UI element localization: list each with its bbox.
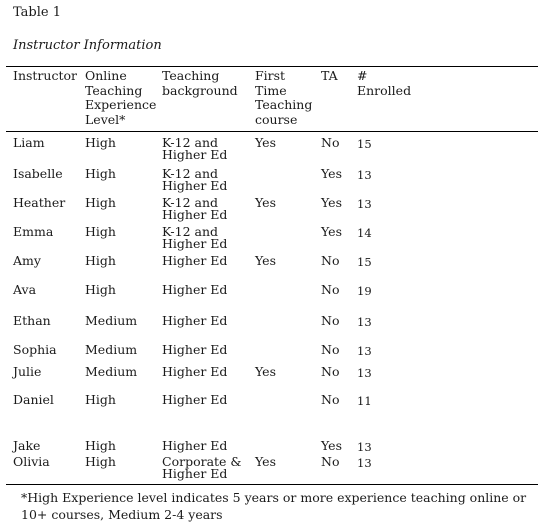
cell-level: High: [85, 135, 116, 150]
column-header-line: Level*: [85, 111, 126, 127]
cell-line: K-12 and: [162, 135, 219, 150]
cell-enrolled: 13: [357, 344, 372, 358]
cell-instructor: Amy: [13, 253, 41, 268]
cell-first-time: Yes: [255, 454, 276, 469]
cell-level: High: [85, 166, 116, 181]
column-header-line: Enrolled: [357, 82, 412, 98]
cell-level: Medium: [85, 364, 138, 379]
column-header-line: Teaching: [85, 82, 143, 98]
cell-background: [162, 315, 227, 327]
column-header-line: background: [162, 82, 238, 98]
cell-enrolled: 15: [357, 255, 372, 269]
cell-enrolled: 13: [357, 456, 372, 470]
column-header-line: Instructor: [13, 68, 77, 83]
cell-background: [162, 394, 227, 406]
cell-instructor: Olivia: [13, 454, 50, 469]
cell-level: High: [85, 253, 116, 268]
cell-line: Higher Ed: [162, 342, 228, 357]
cell-ta: No: [321, 135, 340, 150]
cell-ta: No: [321, 342, 340, 357]
cell-background: [162, 284, 227, 296]
cell-level: Medium: [85, 313, 138, 328]
cell-ta: Yes: [321, 438, 342, 453]
cell-ta: Yes: [321, 195, 342, 210]
column-header-enrolled: [357, 69, 411, 98]
cell-background: [162, 255, 227, 267]
cell-background: [162, 366, 227, 378]
table-bottom-rule: [6, 484, 538, 485]
column-header-instructor: [13, 69, 77, 84]
cell-ta: No: [321, 313, 340, 328]
header-top-rule: [6, 66, 538, 67]
cell-enrolled: 11: [357, 394, 372, 408]
cell-line: Higher Ed: [162, 313, 228, 328]
cell-ta: Yes: [321, 224, 342, 239]
cell-first-time: Yes: [255, 195, 276, 210]
cell-line: Corporate &: [162, 454, 242, 469]
cell-enrolled: 19: [357, 284, 372, 298]
cell-line: Higher Ed: [162, 282, 228, 297]
cell-ta: No: [321, 253, 340, 268]
cell-first-time: Yes: [255, 364, 276, 379]
cell-instructor: Ava: [13, 282, 37, 297]
cell-background: [162, 226, 227, 249]
cell-ta: No: [321, 454, 340, 469]
cell-instructor: Ethan: [13, 313, 51, 328]
cell-line: Higher Ed: [162, 206, 228, 222]
cell-instructor: Isabelle: [13, 166, 63, 181]
cell-enrolled: 13: [357, 366, 372, 380]
cell-line: Higher Ed: [162, 465, 228, 481]
cell-level: High: [85, 454, 116, 469]
column-header-first-time: [255, 69, 312, 127]
cell-enrolled: 14: [357, 226, 372, 240]
cell-line: Higher Ed: [162, 177, 228, 193]
cell-line: Higher Ed: [162, 253, 228, 268]
cell-enrolled: 13: [357, 197, 372, 211]
cell-enrolled: 13: [357, 315, 372, 329]
cell-background: [162, 440, 227, 452]
column-header-line: course: [255, 111, 298, 127]
table-subtitle: Instructor Information: [13, 38, 162, 53]
column-header-line: First: [255, 68, 286, 83]
column-header-line: Time: [255, 82, 287, 98]
cell-line: Higher Ed: [162, 392, 228, 407]
cell-background: [162, 197, 227, 220]
cell-level: Medium: [85, 342, 138, 357]
cell-first-time: Yes: [255, 135, 276, 150]
cell-instructor: Jake: [13, 438, 41, 453]
cell-line: Higher Ed: [162, 146, 228, 162]
footnote: *High Experience level indicates 5 years or more experience teaching online or 10+ courses, Medium 2-4 years: [21, 490, 527, 522]
cell-instructor: Emma: [13, 224, 54, 239]
cell-line: Higher Ed: [162, 235, 228, 251]
table-title: Table 1: [13, 5, 61, 20]
header-bottom-rule: [6, 131, 538, 132]
cell-level: High: [85, 282, 116, 297]
cell-enrolled: 13: [357, 440, 372, 454]
cell-level: High: [85, 438, 116, 453]
cell-line: K-12 and: [162, 195, 219, 210]
cell-background: [162, 456, 242, 479]
cell-level: High: [85, 392, 116, 407]
cell-background: [162, 168, 227, 191]
column-header-line: Teaching: [162, 68, 220, 83]
cell-line: K-12 and: [162, 166, 219, 181]
column-header-line: Online: [85, 68, 127, 83]
cell-ta: No: [321, 282, 340, 297]
column-header-level: [85, 69, 156, 127]
cell-line: Higher Ed: [162, 364, 228, 379]
column-header-line: Experience: [85, 97, 157, 112]
cell-instructor: Julie: [13, 364, 42, 379]
cell-background: [162, 344, 227, 356]
cell-level: High: [85, 224, 116, 239]
column-header-ta: [321, 69, 338, 84]
cell-ta: No: [321, 364, 340, 379]
cell-instructor: Heather: [13, 195, 66, 210]
cell-enrolled: 13: [357, 168, 372, 182]
column-header-line: TA: [321, 68, 338, 83]
cell-instructor: Liam: [13, 135, 45, 150]
cell-background: [162, 137, 227, 160]
column-header-line: #: [357, 68, 368, 83]
cell-line: K-12 and: [162, 224, 219, 239]
cell-instructor: Sophia: [13, 342, 57, 357]
cell-ta: No: [321, 392, 340, 407]
cell-line: Higher Ed: [162, 438, 228, 453]
column-header-background: [162, 69, 238, 98]
cell-enrolled: 15: [357, 137, 372, 151]
cell-ta: Yes: [321, 166, 342, 181]
cell-level: High: [85, 195, 116, 210]
cell-instructor: Daniel: [13, 392, 54, 407]
column-header-line: Teaching: [255, 97, 313, 112]
cell-first-time: Yes: [255, 253, 276, 268]
